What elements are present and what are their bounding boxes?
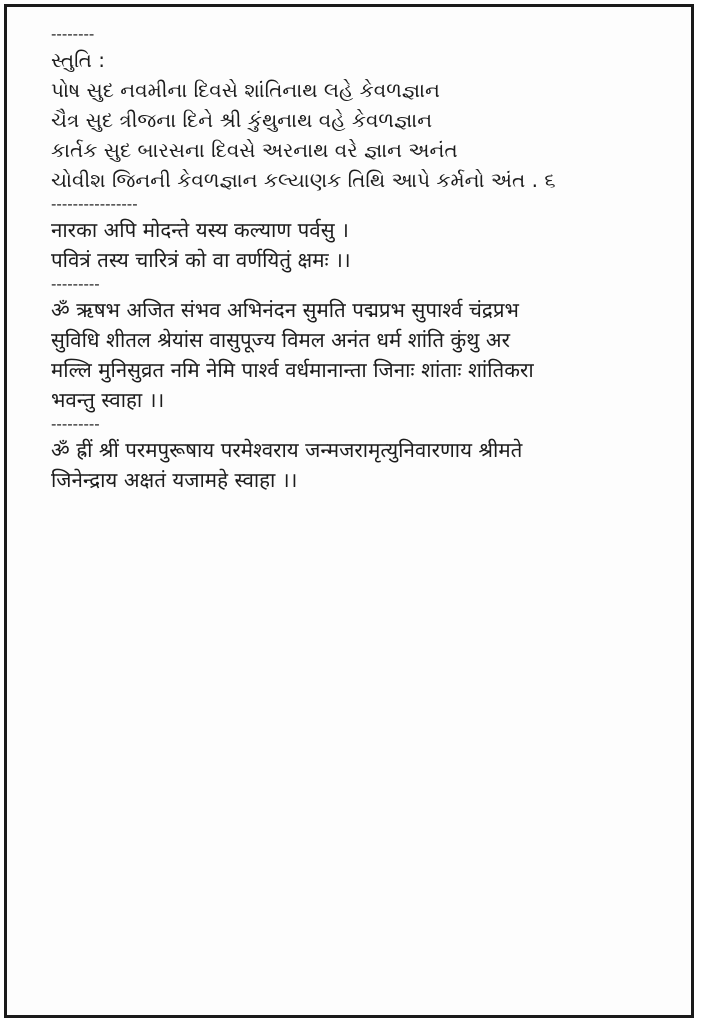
mantra-line: ॐ ह्रीं श्रीं परमपुरूषाय परमेश्वराय जन्मजरामृत्युनिवारणाय श्रीमते	[51, 438, 523, 462]
jina-names-line: मल्लि मुनिसुव्रत नमि नेमि पार्श्व वर्धमानान्ता जिनाः शांताः शांतिकरा	[51, 358, 534, 382]
separator: ---------	[51, 415, 100, 433]
document-content	[51, 25, 691, 495]
stuti-line: ચૈત્ર સુદ ત્રીજના દિને શ્રી કુંથુનાથ વહે કેવળજ્ઞાન	[51, 108, 433, 132]
separator: ---------	[51, 275, 100, 293]
separator: --------	[51, 25, 95, 43]
jina-names-line: सुविधि शीतल श्रेयांस वासुपूज्य विमल अनंत धर्म शांति कुंथु अर	[51, 328, 510, 352]
separator: ----------------	[51, 195, 138, 213]
shloka-line: नारका अपि मोदन्ते यस्य कल्याण पर्वसु ।	[51, 218, 349, 242]
document-page	[4, 4, 694, 1018]
stuti-title: સ્તુતિ :	[51, 48, 106, 72]
stuti-line: પોષ સુદ નવમીના દિવસે શાંતિનાથ લહે કેવળજ્ઞાન	[51, 78, 440, 102]
stuti-line: ચોવીશ જિનની કેવળજ્ઞાન કલ્યાણક તિથિ આપે કર્મનો અંત . ૬	[51, 168, 556, 192]
jina-names-line: ॐ ऋषभ अजित संभव अभिनंदन सुमति पद्मप्रभ सुपार्श्व चंद्रप्रभ	[51, 298, 519, 322]
jina-names-line: भवन्तु स्वाहा ।।	[51, 388, 165, 412]
shloka-line: पवित्रं तस्य चारित्रं को वा वर्णयितुं क्षमः ।।	[51, 248, 351, 272]
mantra-line: जिनेन्द्राय अक्षतं यजामहे स्वाहा ।।	[51, 468, 298, 492]
stuti-line: કાર્તક સુદ બારસના દિવસે અરનાથ વરે જ્ઞાન અનંત	[51, 138, 458, 162]
